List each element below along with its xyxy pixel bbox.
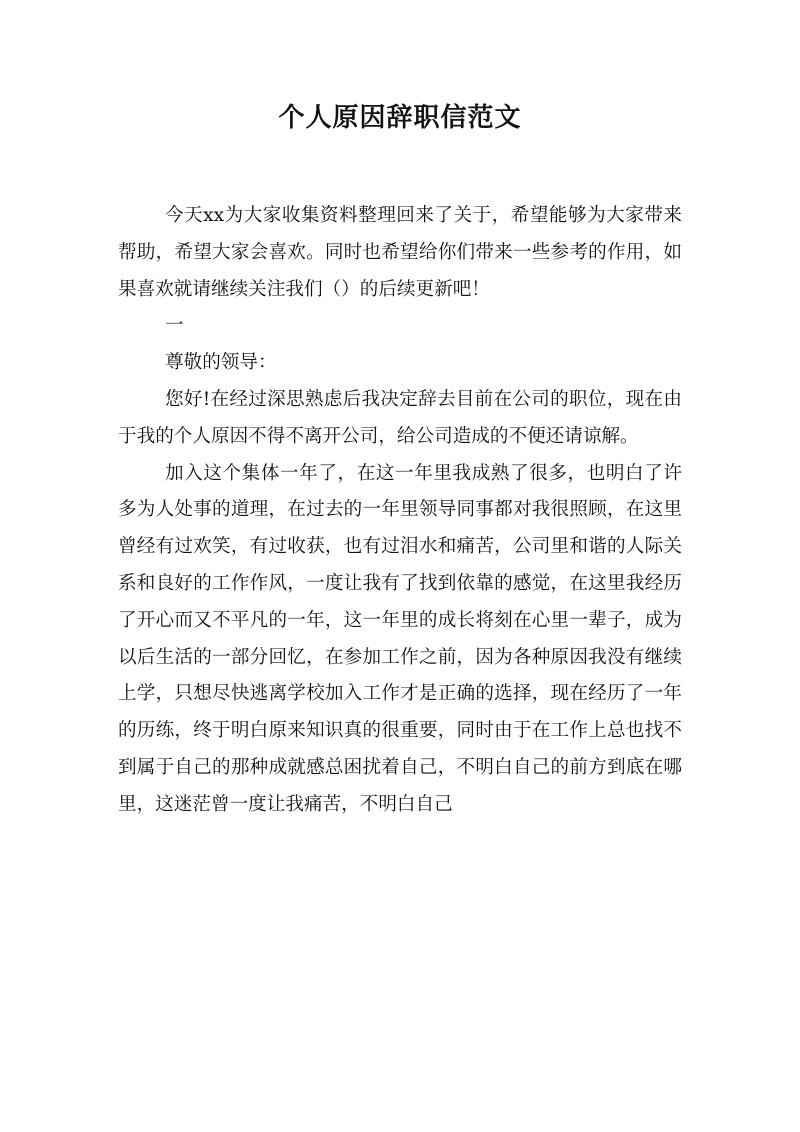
letter-paragraph: 加入这个集体一年了，在这一年里我成熟了很多，也明白了许多为人处事的道理，在过去的一年里领导同事都对我很照顾，在这里曾经有过欢笑，有过收获，也有过泪水和痛苦，公司里和谐的人际关系和良好的工作作风，一度让我有了找到依靠的感觉，在这里我经历了开心而又不平凡的一年，这一年里的成长将刻在心里一辈子，成为以后生活的一部分回忆，在参加工作之前，因为各种原因我没有继续上学，只想尽快逃离学校加入工作才是正确的选择，现在经历了一年的历练，终于明白原来知识真的很重要，同时由于在工作上总也找不到属于自己的那种成就感总困扰着自己，不明白自己的前方到底在哪里，这迷茫曾一度让我痛苦，不明白自己 — [118, 462, 682, 815]
document-body — [118, 198, 682, 824]
section-number: 一 — [165, 315, 184, 337]
intro-paragraph: 今天xx为大家收集资料整理回来了关于，希望能够为大家带来帮助，希望大家会喜欢。同时也希望给你们带来一些参考的作用，如果喜欢就请继续关注我们（）的后续更新吧！ — [118, 205, 682, 300]
document-title: 个人原因辞职信范文 — [278, 103, 522, 133]
letter-paragraph: 您好!在经过深思熟虑后我决定辞去目前在公司的职位，现在由于我的个人原因不得不离开公司，给公司造成的不便还请谅解。 — [118, 388, 682, 447]
salutation: 尊敬的领导： — [165, 352, 277, 374]
